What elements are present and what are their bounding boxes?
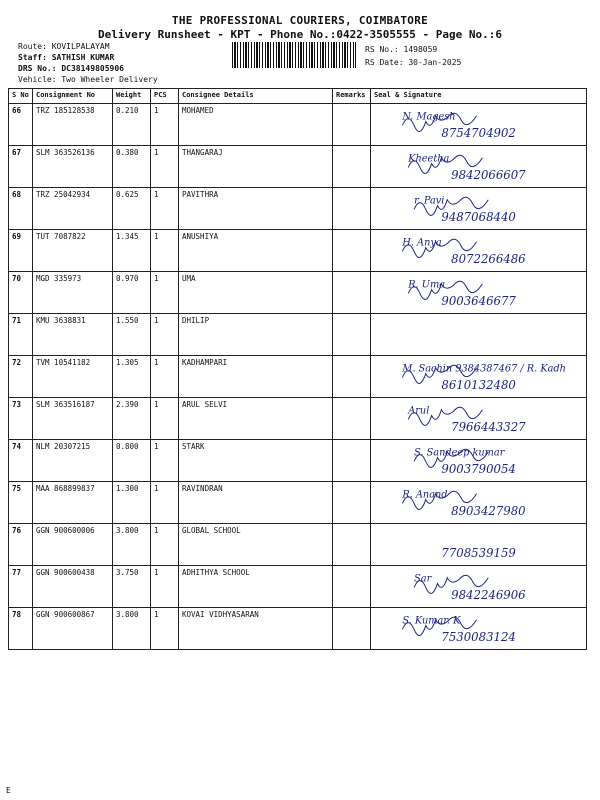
weight-value: 1.305 <box>113 356 151 398</box>
pcs-value: 1 <box>151 608 179 650</box>
consignee-name: ADHITHYA SCHOOL <box>179 566 333 608</box>
pcs-value: 1 <box>151 482 179 524</box>
signature-cell <box>371 146 587 188</box>
table-row <box>9 440 587 482</box>
table-row <box>9 482 587 524</box>
signature-name: H. Anya <box>402 237 442 249</box>
weight-value: 3.750 <box>113 566 151 608</box>
table-row <box>9 230 587 272</box>
remarks-cell <box>333 524 371 566</box>
signature-phone: 9487068440 <box>441 210 516 225</box>
weight-value: 1.345 <box>113 230 151 272</box>
rs-number: RS No.: 1498059 <box>365 45 438 54</box>
table-row <box>9 104 587 146</box>
remarks-cell <box>333 272 371 314</box>
consignment-number: MAA 868899837 <box>33 482 113 524</box>
consignment-number: KMU 3638831 <box>33 314 113 356</box>
handwritten-signature <box>371 608 586 649</box>
table-row <box>9 188 587 230</box>
signature-name: Sar <box>414 573 432 585</box>
remarks-cell <box>333 398 371 440</box>
pcs-value: 1 <box>151 398 179 440</box>
column-header: S No <box>9 89 33 104</box>
remarks-cell <box>333 566 371 608</box>
handwritten-signature <box>371 440 586 481</box>
signature-name: r. Pavi <box>414 195 445 207</box>
serial-number: 68 <box>9 188 33 230</box>
signature-cell <box>371 482 587 524</box>
signature-name: S. Sandeep kumar <box>414 447 505 459</box>
signature-name: S. Kumar. K <box>402 615 461 627</box>
signature-phone: 8072266486 <box>451 252 526 267</box>
handwritten-signature <box>371 230 586 271</box>
consignee-name: MOHAMED <box>179 104 333 146</box>
signature-name: Kheetha <box>408 153 450 165</box>
table-row <box>9 356 587 398</box>
pcs-value: 1 <box>151 272 179 314</box>
consignee-name: KOVAI VIDHYASARAN <box>179 608 333 650</box>
handwritten-signature <box>371 188 586 229</box>
pcs-value: 1 <box>151 524 179 566</box>
barcode-image <box>232 42 356 68</box>
table-row <box>9 566 587 608</box>
consignee-name: THANGARAJ <box>179 146 333 188</box>
table-row <box>9 524 587 566</box>
remarks-cell <box>333 356 371 398</box>
table-row <box>9 146 587 188</box>
column-header: Weight <box>113 89 151 104</box>
weight-value: 0.800 <box>113 440 151 482</box>
handwritten-signature <box>371 356 586 397</box>
pcs-value: 1 <box>151 146 179 188</box>
column-header: Consignee Details <box>179 89 333 104</box>
handwritten-signature <box>371 314 586 355</box>
signature-phone: 7708539159 <box>441 546 516 561</box>
column-header: Seal & Signature <box>371 89 587 104</box>
consignment-number: TRZ 25042934 <box>33 188 113 230</box>
consignment-number: NLM 20307215 <box>33 440 113 482</box>
column-header: PCS <box>151 89 179 104</box>
consignment-number: SLM 363526136 <box>33 146 113 188</box>
signature-name: M. Sachin 9384387467 / R. Kadh <box>402 363 566 375</box>
serial-number: 67 <box>9 146 33 188</box>
runsheet-subtitle: Delivery Runsheet - KPT - Phone No.:0422-3505555 - Page No.:6 <box>98 28 502 41</box>
signature-cell <box>371 524 587 566</box>
remarks-cell <box>333 314 371 356</box>
signature-name: Arul <box>408 405 430 417</box>
weight-value: 1.550 <box>113 314 151 356</box>
serial-number: 75 <box>9 482 33 524</box>
signature-cell <box>371 314 587 356</box>
handwritten-signature <box>371 146 586 187</box>
handwritten-signature <box>371 398 586 439</box>
pcs-value: 1 <box>151 314 179 356</box>
pcs-value: 1 <box>151 104 179 146</box>
consignee-name: KADHAMPARI <box>179 356 333 398</box>
weight-value: 0.625 <box>113 188 151 230</box>
signature-cell <box>371 104 587 146</box>
handwritten-signature <box>371 524 586 565</box>
table-row <box>9 272 587 314</box>
signature-cell <box>371 230 587 272</box>
pcs-value: 1 <box>151 230 179 272</box>
remarks-cell <box>333 608 371 650</box>
table-row <box>9 608 587 650</box>
serial-number: 78 <box>9 608 33 650</box>
signature-phone: 8903427980 <box>451 504 526 519</box>
consignee-name: UMA <box>179 272 333 314</box>
consignee-name: ARUL SELVI <box>179 398 333 440</box>
consignment-number: TRZ 185128538 <box>33 104 113 146</box>
signature-phone: 9842066607 <box>451 168 526 183</box>
consignee-name: RAVINDRAN <box>179 482 333 524</box>
consignment-number: MGD 335973 <box>33 272 113 314</box>
route-label: Route: KOVILPALAYAM <box>18 42 110 51</box>
handwritten-signature <box>371 566 586 607</box>
signature-name: R. Anand <box>402 489 448 501</box>
remarks-cell <box>333 104 371 146</box>
weight-value: 2.390 <box>113 398 151 440</box>
serial-number: 73 <box>9 398 33 440</box>
serial-number: 70 <box>9 272 33 314</box>
pcs-value: 1 <box>151 356 179 398</box>
consignment-number: SLM 363516187 <box>33 398 113 440</box>
consignee-name: DHILIP <box>179 314 333 356</box>
footer-mark: E <box>6 786 11 795</box>
weight-value: 1.300 <box>113 482 151 524</box>
runsheet-table <box>8 88 587 650</box>
consignee-name: STARK <box>179 440 333 482</box>
remarks-cell <box>333 188 371 230</box>
pcs-value: 1 <box>151 440 179 482</box>
remarks-cell <box>333 230 371 272</box>
signature-cell <box>371 440 587 482</box>
serial-number: 77 <box>9 566 33 608</box>
pcs-value: 1 <box>151 188 179 230</box>
consignee-name: PAVITHRA <box>179 188 333 230</box>
consignee-name: ANUSHIYA <box>179 230 333 272</box>
staff-label: Staff: SATHISH KUMAR <box>18 53 115 62</box>
remarks-cell <box>333 482 371 524</box>
signature-cell <box>371 566 587 608</box>
table-header-row <box>9 89 587 104</box>
signature-cell <box>371 272 587 314</box>
weight-value: 0.210 <box>113 104 151 146</box>
consignment-number: TUT 7087822 <box>33 230 113 272</box>
table-row <box>9 314 587 356</box>
pcs-value: 1 <box>151 566 179 608</box>
signature-name: N. Magesh <box>402 111 456 123</box>
serial-number: 71 <box>9 314 33 356</box>
column-header: Remarks <box>333 89 371 104</box>
signature-phone: 8754704902 <box>441 126 516 141</box>
signature-phone: 9842246906 <box>451 588 526 603</box>
signature-phone: 9003646677 <box>441 294 516 309</box>
signature-name: R. Uma <box>408 279 446 291</box>
signature-phone: 8610132480 <box>441 378 516 393</box>
handwritten-signature <box>371 272 586 313</box>
signature-phone: 9003790054 <box>441 462 516 477</box>
consignment-number: TVM 10541182 <box>33 356 113 398</box>
consignment-number: GGN 900600867 <box>33 608 113 650</box>
signature-cell <box>371 608 587 650</box>
serial-number: 69 <box>9 230 33 272</box>
weight-value: 3.800 <box>113 608 151 650</box>
weight-value: 3.800 <box>113 524 151 566</box>
remarks-cell <box>333 440 371 482</box>
vehicle-label: Vehicle: Two Wheeler Delivery <box>18 75 158 84</box>
serial-number: 74 <box>9 440 33 482</box>
column-header: Consignment No <box>33 89 113 104</box>
rs-date: RS Date: 30-Jan-2025 <box>365 58 462 67</box>
drs-number: DRS No.: DC38149805906 <box>18 64 124 73</box>
consignment-number: GGN 900600438 <box>33 566 113 608</box>
signature-cell <box>371 398 587 440</box>
signature-phone: 7966443327 <box>451 420 526 435</box>
table-body <box>9 104 587 650</box>
table-row <box>9 398 587 440</box>
signature-cell <box>371 356 587 398</box>
serial-number: 66 <box>9 104 33 146</box>
remarks-cell <box>333 146 371 188</box>
serial-number: 72 <box>9 356 33 398</box>
consignee-name: GLOBAL SCHOOL <box>179 524 333 566</box>
serial-number: 76 <box>9 524 33 566</box>
weight-value: 0.970 <box>113 272 151 314</box>
handwritten-signature <box>371 104 586 145</box>
handwritten-signature <box>371 482 586 523</box>
signature-cell <box>371 188 587 230</box>
weight-value: 0.380 <box>113 146 151 188</box>
consignment-number: GGN 900600006 <box>33 524 113 566</box>
company-title: THE PROFESSIONAL COURIERS, COIMBATORE <box>171 14 429 27</box>
signature-phone: 7530083124 <box>441 630 516 645</box>
